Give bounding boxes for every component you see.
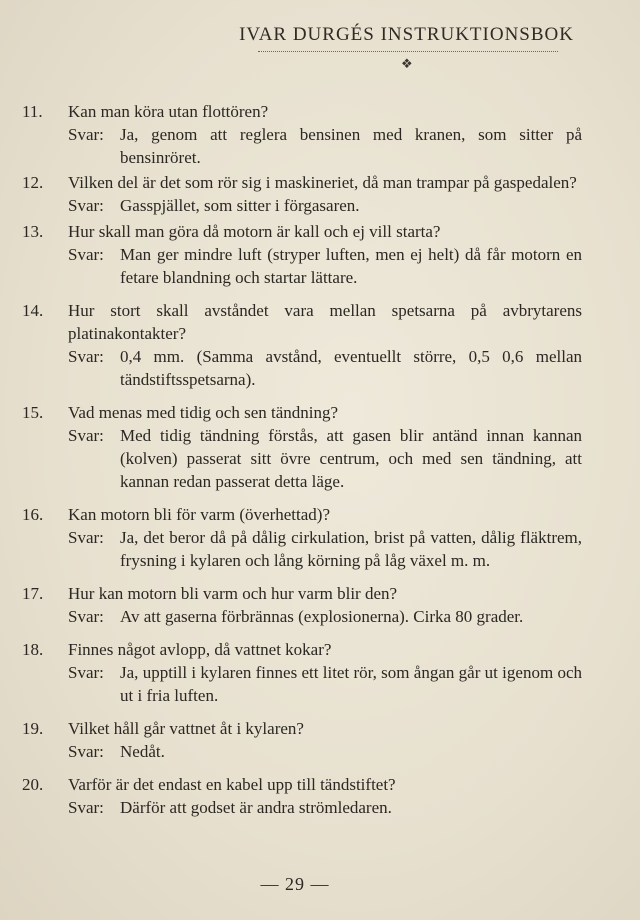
svar-label: Svar: (68, 125, 104, 144)
item-number: 14. (22, 301, 44, 320)
item-number: 15. (22, 403, 44, 422)
question-text: Kan man köra utan flottören? (68, 102, 269, 121)
question-text: Vilken del är det som rör sig i maskineriet, då man trampar på gaspedalen? (68, 173, 577, 192)
question-text: Hur kan motorn bli varm och hur varm blir den? (68, 584, 398, 603)
answer (68, 345, 582, 391)
question-text: Hur stort skall avståndet vara mellan spetsarna på avbrytarens platinakontakter? (68, 301, 582, 343)
answer-text: Man ger mindre luft (stryper luften, men ej helt) då får motorn en fetare blandning och startar lättare. (120, 245, 582, 287)
answer-text: Därför att godset är andra strömledaren. (120, 798, 392, 817)
item-number: 12. (22, 173, 44, 192)
qa-item-15 (22, 401, 582, 493)
qa-item-13 (22, 220, 582, 289)
answer (68, 740, 582, 763)
header-rule (258, 51, 558, 52)
answer-text: 0,4 mm. (Samma avstånd, eventuellt större, 0,5 0,6 mellan tändstiftsspetsarna). (120, 347, 582, 389)
qa-item-11 (22, 100, 582, 169)
qa-item-12 (22, 171, 582, 217)
answer-text: Gasspjället, som sitter i förgasaren. (120, 196, 360, 215)
answer (68, 243, 582, 289)
svar-label: Svar: (68, 426, 104, 445)
item-number: 18. (22, 640, 44, 659)
qa-item-20 (22, 773, 582, 819)
qa-item-19 (22, 717, 582, 763)
answer-text: Med tidig tändning förstås, att gasen blir antänd innan kannan (kolven) passerat sitt övre centrum, och med sen tändning, att kannan redan passerat detta läge. (120, 426, 582, 491)
answer-text: Av att gaserna förbrännas (explosionerna). Cirka 80 grader. (120, 607, 524, 626)
question-text: Vad menas med tidig och sen tändning? (68, 403, 339, 422)
svar-label: Svar: (68, 663, 104, 682)
answer-text: Ja, upptill i kylaren finnes ett litet rör, som ångan går ut igenom och ut i fria luften. (120, 663, 582, 705)
svar-label: Svar: (68, 196, 104, 215)
answer (68, 123, 582, 169)
answer (68, 605, 582, 628)
svar-label: Svar: (68, 347, 104, 366)
svar-label: Svar: (68, 528, 104, 547)
qa-list (22, 100, 582, 819)
answer (68, 194, 582, 217)
answer (68, 796, 582, 819)
answer (68, 526, 582, 572)
qa-item-18 (22, 638, 582, 707)
question-text: Vilket håll går vattnet åt i kylaren? (68, 719, 304, 738)
page-number: — 29 — (260, 874, 330, 894)
answer-text: Nedåt. (120, 742, 165, 761)
ornament-icon: ❖ (401, 57, 413, 72)
svar-label: Svar: (68, 607, 104, 626)
question-text: Hur skall man göra då motorn är kall och ej vill starta? (68, 222, 441, 241)
answer-text: Ja, det beror då på dålig cirkulation, brist på vatten, dålig fläktrem, frysning i kylaren och lång körning på låg växel m. m. (120, 528, 582, 570)
question-text: Varför är det endast en kabel upp till tändstiftet? (68, 775, 396, 794)
qa-item-17 (22, 582, 582, 628)
svar-label: Svar: (68, 245, 104, 264)
item-number: 16. (22, 505, 44, 524)
qa-item-14 (22, 299, 582, 391)
svar-label: Svar: (68, 798, 104, 817)
running-title: IVAR DURGÉS INSTRUKTIONSBOK (239, 24, 574, 45)
qa-item-16 (22, 503, 582, 572)
item-number: 19. (22, 719, 44, 738)
answer (68, 424, 582, 493)
item-number: 11. (22, 102, 43, 121)
item-number: 13. (22, 222, 44, 241)
answer-text: Ja, genom att reglera bensinen med kranen, som sitter på bensinröret. (120, 125, 582, 167)
question-text: Kan motorn bli för varm (överhettad)? (68, 505, 330, 524)
svar-label: Svar: (68, 742, 104, 761)
item-number: 20. (22, 775, 44, 794)
question-text: Finnes något avlopp, då vattnet kokar? (68, 640, 332, 659)
item-number: 17. (22, 584, 44, 603)
answer (68, 661, 582, 707)
